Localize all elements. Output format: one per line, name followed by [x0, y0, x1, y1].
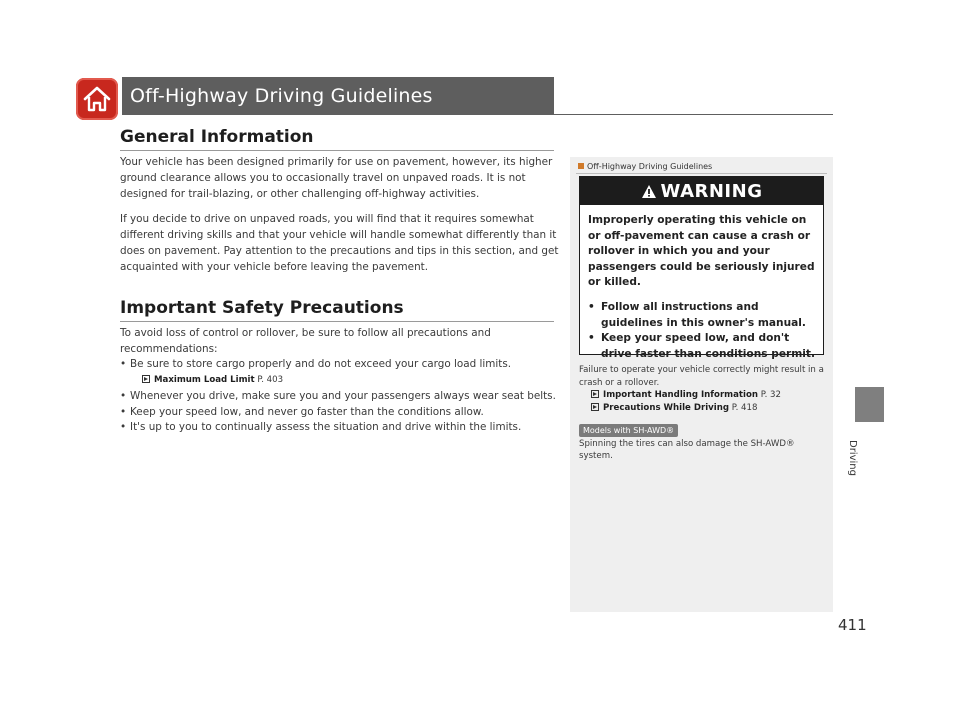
- sidebar-divider: [576, 173, 827, 174]
- safety-bullet-3: Keep your speed low, and never go faster than the conditions allow.: [130, 405, 484, 418]
- safety-bullet-list: [120, 357, 560, 436]
- cross-reference-handling[interactable]: [579, 389, 827, 402]
- model-badge: Models with SH-AWD®: [579, 424, 678, 437]
- sidebar-notes: [570, 157, 833, 612]
- general-information-heading: General Information: [120, 127, 314, 147]
- section-title: Off-Highway Driving Guidelines: [130, 85, 433, 107]
- safety-bullet-1: Be sure to store cargo properly and do not exceed your cargo load limits.: [130, 358, 512, 370]
- safety-bullet-2: Whenever you drive, make sure you and your passengers always wear seat belts.: [130, 389, 556, 402]
- warning-triangle-icon: [641, 184, 657, 199]
- sidebar-note: [579, 364, 827, 463]
- reference-arrow-icon: [591, 390, 599, 398]
- note-marker-icon: [578, 163, 584, 169]
- reference-title: Important Handling Information: [603, 390, 759, 400]
- reference-page: P. 32: [760, 390, 781, 400]
- general-paragraph-1: Your vehicle has been designed primarily for use on pavement, however, its higher ground clearance allows you to occasionally travel on unpaved roads. It is not designed for trail-blazing, or other challenging off-highway activities.: [120, 156, 553, 200]
- cross-reference-precautions[interactable]: [579, 402, 827, 415]
- warning-bullet-1: Follow all instructions and guidelines in this owner's manual.: [601, 300, 806, 329]
- title-divider: [554, 114, 833, 115]
- safety-intro: To avoid loss of control or rollover, be sure to follow all precautions and recommendations:: [120, 327, 491, 355]
- safety-bullet-4: It's up to you to continually assess the situation and drive within the limits.: [130, 421, 522, 434]
- chapter-tab-label: Driving: [847, 440, 858, 476]
- reference-page: P. 403: [257, 374, 284, 385]
- warning-label: WARNING: [660, 180, 763, 202]
- sidebar-header-text: Off-Highway Driving Guidelines: [587, 162, 713, 171]
- list-item: [120, 405, 560, 421]
- warning-header: [580, 177, 823, 205]
- general-heading-divider: [120, 150, 554, 151]
- cross-reference-maximum-load[interactable]: [130, 374, 560, 387]
- warning-box: [579, 176, 824, 360]
- warning-text: Improperly operating this vehicle on or off-pavement can cause a crash or rollover in which you and your passengers could be seriously injured or killed.: [588, 214, 815, 289]
- list-item: [120, 357, 560, 387]
- page-number: 411: [838, 616, 867, 634]
- general-information-body: [120, 155, 560, 286]
- safety-heading-divider: [120, 321, 554, 322]
- list-item: [588, 300, 815, 331]
- reference-title: Precautions While Driving: [603, 403, 730, 413]
- warning-bullet-list: [588, 300, 815, 362]
- badge-note-text: Spinning the tires can also damage the SH-AWD® system.: [579, 438, 795, 461]
- reference-page: P. 418: [731, 403, 758, 413]
- warning-body: [580, 205, 823, 362]
- general-paragraph-2: If you decide to drive on unpaved roads, you will find that it requires somewhat different driving skills and that your vehicle will handle somewhat differently than it does on pavement. Pay attention to the precautions and tips in this section, and get acquainted with your vehicle before leaving the pavement.: [120, 213, 559, 273]
- safety-precautions-heading: Important Safety Precautions: [120, 298, 404, 318]
- chapter-tab[interactable]: [855, 387, 884, 422]
- home-icon: [82, 85, 112, 113]
- reference-arrow-icon: [591, 403, 599, 411]
- list-item: [120, 389, 560, 405]
- reference-title: Maximum Load Limit: [154, 374, 255, 385]
- list-item: [588, 331, 815, 362]
- section-title-bar: [122, 77, 554, 115]
- list-item: [120, 420, 560, 436]
- sidebar-note-text: Failure to operate your vehicle correctly might result in a crash or a rollover.: [579, 365, 824, 388]
- home-button[interactable]: [76, 78, 118, 120]
- reference-arrow-icon: [142, 375, 150, 383]
- sidebar-header: [578, 162, 712, 171]
- warning-bullet-2: Keep your speed low, and don't drive faster than conditions permit.: [601, 332, 816, 360]
